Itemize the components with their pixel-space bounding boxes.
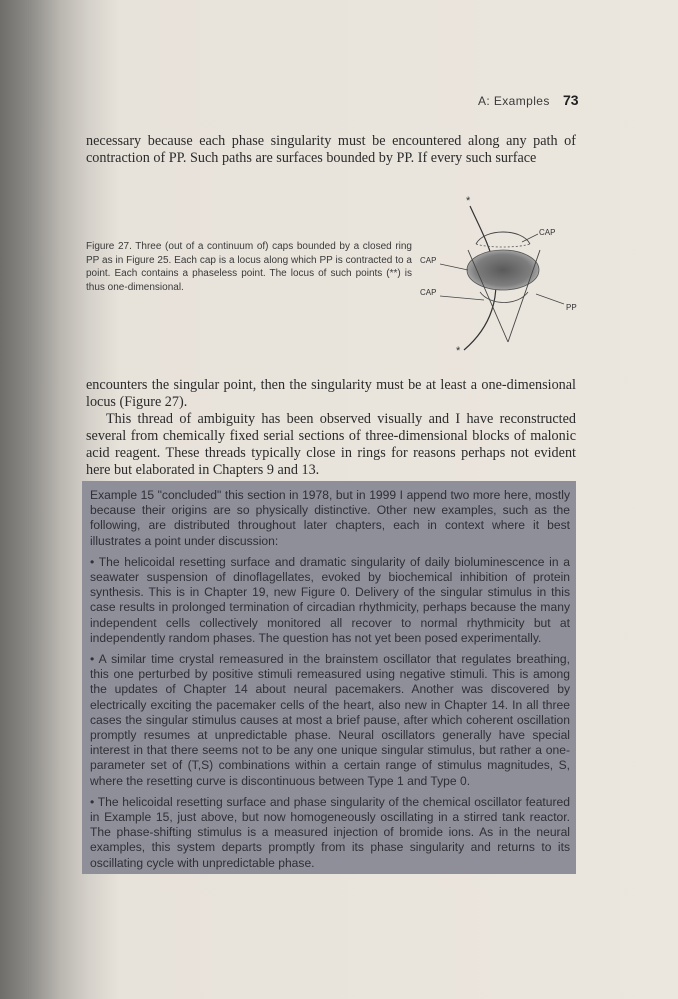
cap-low-leader: [440, 296, 484, 300]
star-top-label: *: [466, 195, 471, 207]
pp-label: PP: [566, 303, 577, 312]
boxed-note-intro: Example 15 "concluded" this section in 1978, but in 1999 I append two more here, mostly because their origins are so physically distinctive. Other new examples, such as the following, are distributed throughout later chapters, each in context where it best illustrates a point under discussion:: [90, 488, 570, 548]
body-paragraph-1: necessary because each phase singularity must be encountered along any path of contraction of PP. Such paths are surfaces bounded by PP. If every such surface: [86, 133, 576, 166]
page-header: [0, 92, 678, 112]
figure-caption: Figure 27. Three (out of a continuum of) caps bounded by a closed ring PP as in Figure 25. Each cap is a locus along which PP is contracted to a point. Each contains a phaseless point. The locus of such points (**) is thus one-dimensional.: [86, 241, 412, 293]
cap-mid-leader: [440, 264, 468, 270]
cap-low-label: CAP: [420, 288, 437, 297]
boxed-note-item-2: • A similar time crystal remeasured in the brainstem oscillator that regulates breathing, this one perturbed by positive stimuli remeasured using negative stimuli. This is among the updates of Chapter 14 about neural pacemakers. Another was discovered by electrically exciting the pacemaker cells of the heart, also new in Chapter 14. In all three cases the singular stimulus causes at most a brief pause, after which coherent oscillation promptly resumes at unpredictable phase. Neural oscillators generally have special interest in that there seems not to be any one unique singular stimulus, but rather a one-parameter set of (T,S) combinations within a certain range of stimulus magnitudes, S, where the resetting curve is discontinuous between Type 1 and Type 0.: [90, 652, 570, 788]
body-paragraph-2: encounters the singular point, then the singularity must be at least a one-dimensional locus (Figure 27).: [86, 377, 576, 410]
top-cap-rim: [476, 244, 530, 247]
top-cap-dome: [476, 232, 530, 244]
boxed-note: [82, 481, 576, 874]
pp-leader: [536, 294, 564, 304]
boxed-note-item-1: • The helicoidal resetting surface and dramatic singularity of daily bioluminescence in a seawater suspension of dinoflagellates, evoked by biochemical inhibition of protein synthesis. This is in Chapter 19, new Figure 0. Delivery of the singular stimulus in this case results in prolonged termination of circadian rhythmicity, perhaps because the many independent cells collectively monitored all recover to normal rhythmicity but at independently random phases. The question has not yet been posed experimentally.: [90, 554, 570, 645]
boxed-note-item-3: • The helicoidal resetting surface and phase singularity of the chemical oscillator featured in Example 15, just above, but now homogeneously oscillating in a stirred tank reactor. The phase-shifting stimulus is a measured injection of bromide ions. As in the neural examples, this system departs promptly from its phase singularity and returns to its oscillating cycle with unpredictable phase.: [90, 794, 570, 870]
running-head: A: Examples: [478, 94, 550, 108]
star-bottom-label: *: [456, 345, 461, 357]
figure-27-diagram: [418, 188, 588, 360]
body-paragraph-3: This thread of ambiguity has been observed visually and I have reconstructed several from chemically fixed serial sections of three-dimensional blocks of malonic acid reagent. These threads typically close in rings for reasons perhaps not evident here but elaborated in Chapters 9 and 13.: [86, 411, 576, 478]
page-number: 73: [563, 92, 579, 108]
cap-top-label: CAP: [539, 228, 556, 237]
cap-mid-label: CAP: [420, 256, 437, 265]
